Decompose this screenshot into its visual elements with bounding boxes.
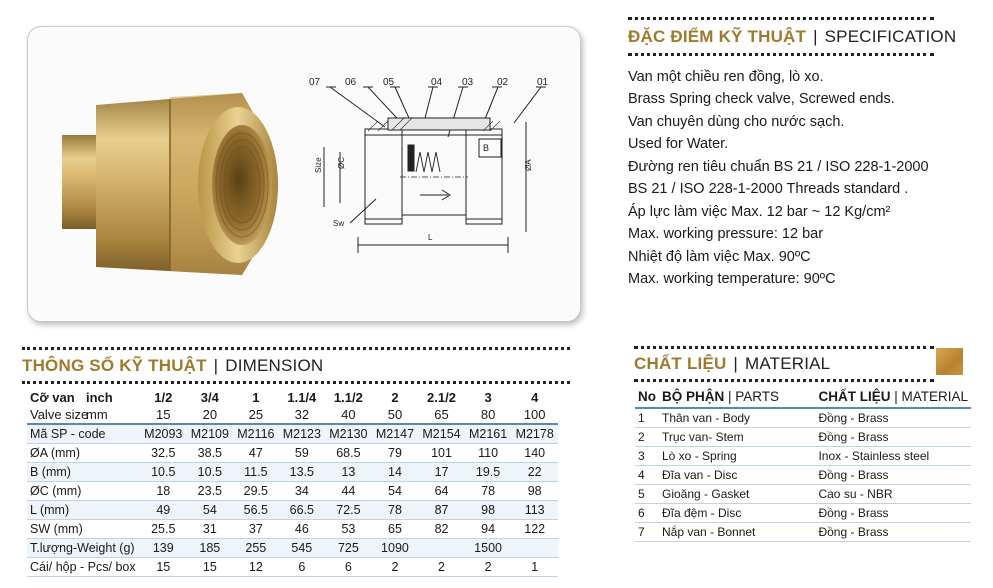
table-cell: 78 [372, 500, 419, 519]
specification-heading-sep: | [813, 27, 818, 46]
table-cell: 6 [325, 557, 372, 576]
spec-line-en: Used for Water. [628, 135, 729, 152]
row-part: Lò xo - Spring [659, 446, 815, 465]
dimension-header-cell: 50 [387, 407, 403, 422]
dimension-header-cell: 40 [341, 407, 356, 422]
table-cell: M2161 [465, 424, 512, 443]
table-row [27, 462, 558, 481]
table-cell: 2 [465, 557, 512, 576]
table-cell: 66.5 [279, 500, 326, 519]
table-row [27, 481, 558, 500]
table-cell: 122 [511, 519, 558, 538]
dimension-header-cell: 1.1/2 [333, 390, 363, 405]
dimension-divider-bottom [22, 381, 570, 384]
specification-heading-vn: ĐẶC ĐIỂM KỸ THUẬT [628, 27, 807, 46]
row-label: Mã SP - code [27, 424, 140, 443]
spec-line-vn: Nhiệt độ làm việc Max. 90ºC [628, 249, 811, 265]
spec-line-en: Max. working pressure: 12 bar [628, 225, 824, 242]
row-material: Đồng - Brass [815, 427, 971, 446]
table-cell: 185 [187, 538, 234, 557]
section-drawing [324, 87, 546, 253]
material-col-material: CHẤT LIỆU | MATERIAL [815, 386, 971, 408]
part-number-05: 05 [383, 77, 395, 88]
table-row [27, 500, 558, 519]
table-cell: 47 [233, 443, 278, 462]
row-part: Đĩa van - Disc [659, 465, 815, 484]
table-cell: 32.5 [140, 443, 187, 462]
part-number-07: 07 [309, 77, 321, 88]
table-cell: 725 [325, 538, 372, 557]
table-cell: 113 [511, 500, 558, 519]
table-cell: M2116 [233, 424, 278, 443]
spec-item [628, 112, 978, 155]
table-row [27, 519, 558, 538]
row-material: Đồng - Brass [815, 465, 971, 484]
dimension-header-cell: 25 [248, 407, 264, 422]
table-cell: 1 [511, 557, 558, 576]
table-cell: 94 [465, 519, 512, 538]
row-no: 5 [635, 484, 659, 503]
dimension-header-label: Cỡ van inch [30, 390, 113, 405]
row-no: 6 [635, 503, 659, 522]
table-row [635, 522, 971, 541]
label-sw: Sw [333, 219, 345, 228]
dimension-heading-vn: THÔNG SỐ KỸ THUẬT [22, 356, 207, 375]
table-cell: 22 [511, 462, 558, 481]
spec-item [628, 247, 978, 290]
table-cell: 2 [418, 557, 465, 576]
material-divider-bottom [634, 379, 934, 382]
dimension-divider [22, 347, 570, 350]
spec-line-vn: Áp lực làm việc Max. 12 bar ~ 12 Kg/cm² [628, 204, 891, 220]
dimension-header-cell: 100 [523, 407, 546, 422]
table-cell: 6 [279, 557, 326, 576]
dimension-header-cell: 3 [484, 390, 492, 405]
table-cell [418, 538, 465, 557]
dimension-header-cell: 1.1/4 [287, 390, 317, 405]
row-part: Thân van - Body [659, 408, 815, 427]
dimension-header-inch [27, 389, 558, 406]
spec-line-en: BS 21 / ISO 228-1-2000 Threads standard . [628, 180, 909, 197]
row-part: Trục van- Stem [659, 427, 815, 446]
row-label: L (mm) [27, 500, 140, 519]
table-cell: 38.5 [187, 443, 234, 462]
label-l: L [428, 233, 433, 242]
table-cell: 25.5 [140, 519, 187, 538]
table-cell: 37 [233, 519, 278, 538]
brass-color-swatch [936, 348, 963, 375]
row-material: Đồng - Brass [815, 522, 971, 541]
spec-item [628, 157, 978, 200]
part-number-04: 04 [431, 77, 443, 88]
part-number-06: 06 [345, 77, 357, 88]
dimension-heading-en: DIMENSION [225, 356, 324, 375]
row-part: Nắp van - Bonnet [659, 522, 815, 541]
table-cell: 101 [418, 443, 465, 462]
table-cell: 98 [465, 500, 512, 519]
material-heading-en: MATERIAL [744, 354, 831, 373]
spec-line-vn: Van chuyên dùng cho nước sạch. [628, 114, 845, 130]
row-material: Cao su - NBR [815, 484, 971, 503]
table-cell [511, 538, 558, 557]
material-table [635, 386, 971, 542]
table-cell: 13 [325, 462, 372, 481]
row-no: 2 [635, 427, 659, 446]
table-cell: 23.5 [187, 481, 234, 500]
table-cell: 12 [233, 557, 278, 576]
table-row [27, 443, 558, 462]
valve-photo [62, 93, 278, 275]
dimension-header-cell: 2.1/2 [427, 390, 456, 405]
table-cell: 87 [418, 500, 465, 519]
table-cell: 78 [465, 481, 512, 500]
row-label: SW (mm) [27, 519, 140, 538]
part-number-01: 01 [537, 77, 549, 88]
table-cell: 65 [372, 519, 419, 538]
row-no: 1 [635, 408, 659, 427]
dimension-header-cell: 1 [252, 390, 260, 405]
table-cell: 139 [140, 538, 187, 557]
dimension-header-cell: 80 [480, 407, 496, 422]
table-cell: 15 [187, 557, 234, 576]
table-cell: 19.5 [465, 462, 512, 481]
table-cell: 44 [325, 481, 372, 500]
table-row [27, 538, 558, 557]
row-part: Đĩa đệm - Disc [659, 503, 815, 522]
table-cell: 68.5 [325, 443, 372, 462]
table-cell: 72.5 [325, 500, 372, 519]
material-divider [634, 346, 934, 349]
material-heading-vn: CHẤT LIỆU [634, 354, 727, 373]
label-b: B [483, 143, 490, 153]
row-label: B (mm) [27, 462, 140, 481]
table-cell: 1500 [465, 538, 512, 557]
table-cell: 15 [140, 557, 187, 576]
table-cell: M2147 [372, 424, 419, 443]
table-cell: 545 [279, 538, 326, 557]
material-heading [634, 354, 830, 374]
label-size: Size [314, 157, 323, 173]
dimension-header-cell: 2 [391, 390, 399, 405]
dimension-header-cell: 4 [531, 390, 539, 405]
table-cell: 31 [187, 519, 234, 538]
dimension-heading-sep: | [213, 356, 219, 375]
spec-line-vn: Đường ren tiêu chuẩn BS 21 / ISO 228-1-2000 [628, 159, 929, 175]
table-cell: 17 [418, 462, 465, 481]
table-cell: M2093 [140, 424, 187, 443]
table-row [635, 427, 971, 446]
table-cell: 18 [140, 481, 187, 500]
spec-line-en: Brass Spring check valve, Screwed ends. [628, 90, 895, 107]
table-cell: 10.5 [140, 462, 187, 481]
dimension-table [27, 389, 558, 577]
row-no: 4 [635, 465, 659, 484]
table-cell: 64 [418, 481, 465, 500]
spec-item [628, 67, 978, 110]
table-cell: 255 [233, 538, 278, 557]
table-cell: M2130 [325, 424, 372, 443]
material-header-row [635, 386, 971, 408]
dimension-header-label: Valve sizemm [30, 407, 108, 422]
table-cell: 11.5 [233, 462, 278, 481]
specification-heading [628, 27, 956, 47]
product-image-card [27, 26, 581, 322]
material-col-parts: BỘ PHẬN | PARTS [659, 386, 815, 408]
spec-line-en: Max. working temperature: 90ºC [628, 270, 836, 287]
specification-list [628, 67, 978, 292]
table-cell: 82 [418, 519, 465, 538]
table-cell: 98 [511, 481, 558, 500]
part-number-02: 02 [497, 77, 509, 88]
table-cell: M2109 [187, 424, 234, 443]
row-part: Gioăng - Gasket [659, 484, 815, 503]
material-col-no: No [635, 386, 659, 408]
row-material: Đồng - Brass [815, 408, 971, 427]
table-cell: 79 [372, 443, 419, 462]
table-cell: 56.5 [233, 500, 278, 519]
table-cell: 1090 [372, 538, 419, 557]
table-cell: 49 [140, 500, 187, 519]
table-cell: 29.5 [233, 481, 278, 500]
dimension-heading [22, 356, 323, 376]
table-row [635, 484, 971, 503]
table-cell: M2178 [511, 424, 558, 443]
dimension-header-cell: 65 [434, 407, 449, 422]
row-no: 3 [635, 446, 659, 465]
part-number-03: 03 [462, 77, 474, 88]
table-cell: M2154 [418, 424, 465, 443]
table-cell: 2 [372, 557, 419, 576]
table-cell: 10.5 [187, 462, 234, 481]
dimension-header-cell: 20 [202, 407, 218, 422]
row-no: 7 [635, 522, 659, 541]
specification-divider-bottom [628, 53, 934, 56]
table-row [635, 408, 971, 427]
specification-divider [628, 17, 934, 20]
table-cell: 54 [187, 500, 234, 519]
row-material: Đồng - Brass [815, 503, 971, 522]
spec-item [628, 202, 978, 245]
table-row [635, 503, 971, 522]
table-row [27, 557, 558, 576]
label-dc: ØC [337, 157, 346, 169]
table-cell: 53 [325, 519, 372, 538]
dimension-header-cell: 15 [156, 407, 171, 422]
label-da: ØA [524, 159, 533, 171]
spec-line-vn: Van một chiều ren đồng, lò xo. [628, 69, 824, 85]
table-cell: 46 [279, 519, 326, 538]
row-label: ØC (mm) [27, 481, 140, 500]
row-label: Cái/ hộp - Pcs/ box [27, 557, 140, 576]
specification-heading-en: SPECIFICATION [824, 27, 957, 46]
table-row [635, 446, 971, 465]
table-cell: 34 [279, 481, 326, 500]
table-cell: 13.5 [279, 462, 326, 481]
table-cell: 110 [465, 443, 512, 462]
dimension-header-cell: 32 [294, 407, 310, 422]
product-illustration [28, 27, 581, 322]
table-cell: M2123 [279, 424, 326, 443]
row-material: Inox - Stainless steel [815, 446, 971, 465]
row-label: T.lượng-Weight (g) [27, 538, 140, 557]
table-row [27, 424, 558, 443]
dimension-header-mm [27, 406, 558, 424]
material-heading-sep: | [733, 354, 739, 373]
row-label: ØA (mm) [27, 443, 140, 462]
table-cell: 14 [372, 462, 419, 481]
dimension-header-cell: 3/4 [200, 390, 219, 405]
dimension-header-cell: 1/2 [154, 390, 173, 405]
table-cell: 140 [511, 443, 558, 462]
table-cell: 54 [372, 481, 419, 500]
table-row [635, 465, 971, 484]
table-cell: 59 [279, 443, 326, 462]
